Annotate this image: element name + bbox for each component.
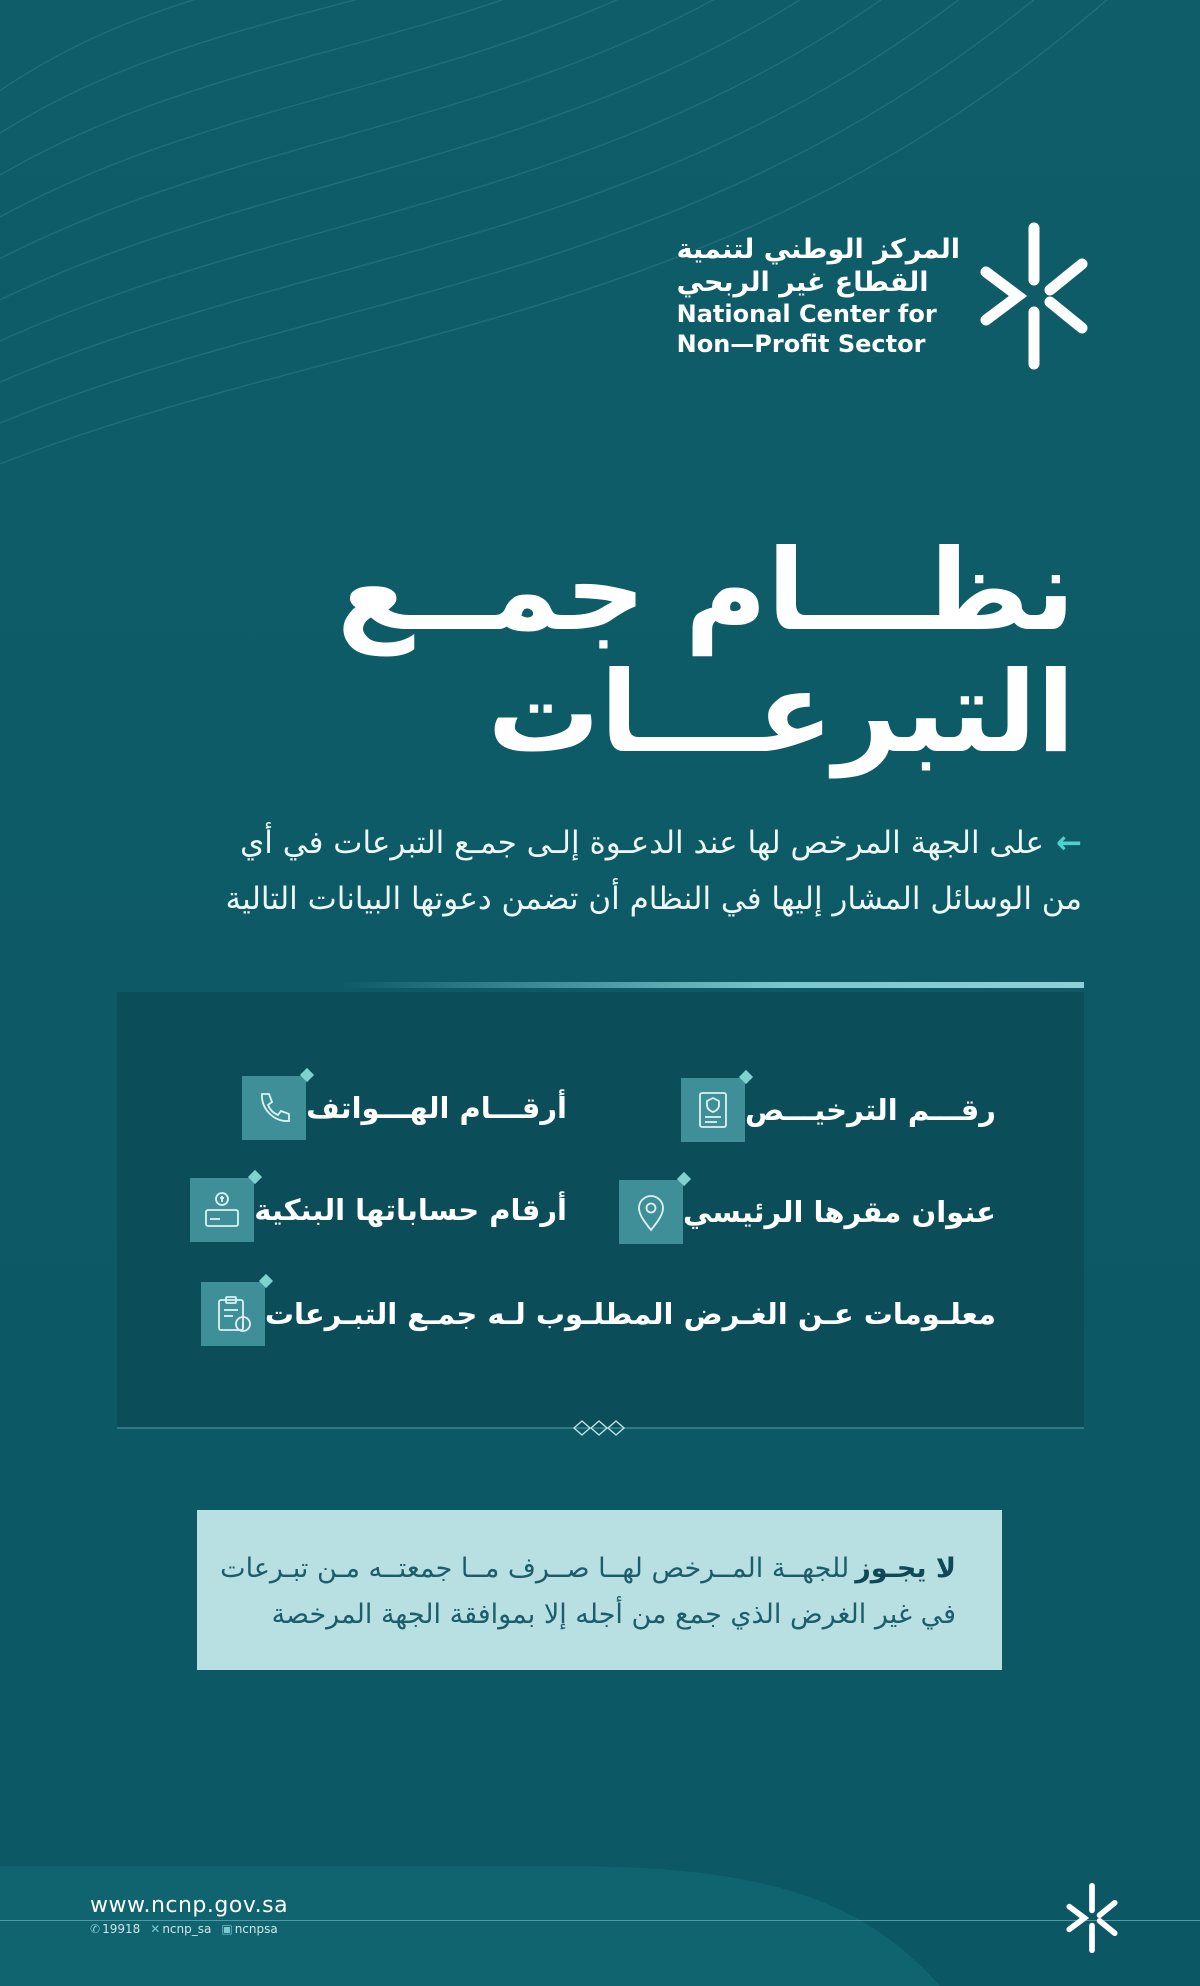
brand-name — [677, 233, 960, 359]
item-label: رقـــم الترخيـــص — [744, 1093, 996, 1127]
icon-tile — [190, 1178, 254, 1242]
phone-contact[interactable] — [90, 1922, 140, 1936]
social-contacts — [90, 1922, 288, 1936]
brand-logo-block — [677, 220, 1090, 372]
note-line1 — [220, 1546, 956, 1592]
note-line1-text: للجهــة المــرخص لهــا صــرف مــا جمعتــه مـن تبـرعات — [220, 1553, 850, 1584]
item-label: معلـومات عـن الغـرض المطلـوب لـه جمـع التبـرعات — [264, 1297, 996, 1331]
intro-line1 — [82, 815, 1082, 871]
intro-line1-text: على الجهة المرخص لها عند الدعـوة إلـى جمـع التبرعات في أي — [240, 825, 1045, 861]
x-icon: ✕ — [150, 1922, 161, 1936]
intro-text — [82, 815, 1082, 927]
clipboard-info-icon — [211, 1292, 255, 1336]
prohibition-note — [197, 1510, 1002, 1670]
phone-number: 19918 — [102, 1922, 141, 1936]
item-license-number — [659, 1078, 996, 1142]
icon-tile — [242, 1076, 306, 1140]
note-line2: في غير الغرض الذي جمع من أجله إلا بموافقة الجهة المرخصة — [271, 1599, 956, 1630]
phone-icon — [252, 1086, 296, 1130]
x-contact[interactable] — [150, 1922, 211, 1936]
item-phone-numbers — [220, 1076, 567, 1140]
section-divider — [340, 982, 1084, 988]
linkedin-icon: ▣ — [221, 1922, 233, 1936]
linkedin-contact[interactable] — [221, 1922, 277, 1936]
item-bank-accounts — [168, 1178, 567, 1242]
location-pin-icon — [629, 1190, 673, 1234]
page-title-line2: التبرعـــات — [487, 648, 1075, 778]
footer-logo-icon — [1062, 1882, 1122, 1954]
linkedin-handle: ncnpsa — [234, 1922, 278, 1936]
page-title-line1: نظـــام جمــع — [336, 526, 1075, 656]
icon-tile — [681, 1078, 745, 1142]
brand-name-en-line2: Non—Profit Sector — [676, 330, 926, 358]
item-label: عنوان مقرها الرئيسي — [682, 1195, 996, 1229]
intro-line2: من الوسائل المشار إليها في النظام أن تضمن دعوتها البيانات التالية — [225, 881, 1082, 917]
icon-tile — [619, 1180, 683, 1244]
ncnp-logo-icon — [978, 220, 1090, 372]
footer-contacts — [90, 1893, 288, 1936]
brand-name-en-line1: National Center for — [676, 300, 937, 328]
license-document-icon — [691, 1088, 735, 1132]
brand-name-ar-line1: المركز الوطني لتنمية — [676, 234, 960, 265]
item-purpose-info — [179, 1282, 996, 1346]
required-data-panel — [117, 992, 1084, 1427]
website-link[interactable]: www.ncnp.gov.sa — [90, 1893, 289, 1918]
item-label: أرقـــام الهـــواتف — [306, 1091, 567, 1125]
icon-tile — [201, 1282, 265, 1346]
page-title — [275, 526, 1075, 778]
phone-small-icon: ✆ — [90, 1922, 101, 1936]
item-label: أرقام حساباتها البنكية — [254, 1193, 567, 1227]
bank-card-icon — [200, 1188, 244, 1232]
brand-name-ar-line2: القطاع غير الربحي — [676, 267, 929, 298]
note-strong-text: لا يجـوز — [855, 1553, 956, 1584]
item-head-office-address — [597, 1180, 996, 1244]
arrow-left-icon: ← — [1056, 825, 1082, 861]
diamond-ornament-icon — [572, 1418, 628, 1438]
x-handle: ncnp_sa — [162, 1922, 212, 1936]
